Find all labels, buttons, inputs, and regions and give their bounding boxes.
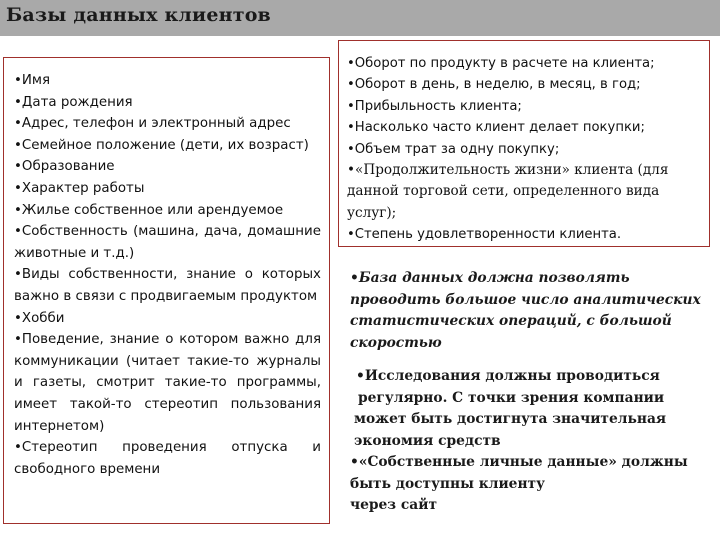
list-item: •Образование (14, 159, 115, 175)
list-item: •Адрес, телефон и электронный адрес (14, 116, 291, 132)
list-item: •Поведение, знание о котором важно для коммуникации (читает такие-то журналы и газеты, смотрит такие-то программы, имеет такой-то стереотип пользования интернетом) (14, 332, 321, 434)
list-item: •Собственность (машина, дача, домашние животные и т.д.) (14, 224, 321, 261)
list-item: •Семейное положение (дети, их возраст) (14, 137, 309, 153)
page-title: Базы данных клиентов (6, 4, 271, 26)
list-item: •Виды собственности, знание о которых важно в связи с продвигаемым продуктом (14, 267, 321, 304)
list-item: •Жилье собственное или арендуемое (14, 202, 284, 218)
note-line: может быть достигнута значительная (354, 411, 667, 427)
list-item: •Объем трат за одну покупку; (347, 141, 560, 157)
list-item: •Характер работы (14, 180, 145, 196)
note-line: регулярно. С точки зрения компании (358, 389, 665, 406)
list-item: •Насколько часто клиент делает покупки; (347, 120, 645, 136)
note-line: •Исследования должны проводиться (356, 368, 660, 384)
list-item: •Хобби (14, 310, 65, 326)
database-requirement-note: •База данных должна позволять проводить большое число аналитических статистических операций, с большой скоростью (350, 270, 701, 351)
list-item: •Стереотип проведения отпуска и свободного времени (14, 440, 321, 477)
research-note (350, 366, 710, 517)
list-item: •Оборот по продукту в расчете на клиента; (347, 56, 655, 71)
client-metrics-list (347, 53, 703, 246)
header-bar (0, 0, 720, 36)
list-item: •Оборот в день, в неделю, в месяц, в год; (347, 77, 641, 93)
note-line: через сайт (350, 497, 438, 513)
client-profile-box (3, 57, 330, 524)
list-item: •Прибыльность клиента; (347, 98, 522, 114)
note-line: экономия средств (354, 432, 501, 449)
list-item: •«Продолжительность жизни» клиента (для данной торговой сети, определенного вида услуг); (347, 162, 669, 221)
list-item: •Имя (14, 73, 51, 88)
client-profile-list (14, 70, 321, 480)
list-item: •Степень удовлетворенности клиента. (347, 227, 622, 243)
note-line: быть доступны клиенту (350, 475, 545, 492)
note-line: •«Собственные личные данные» должны (350, 454, 688, 470)
client-metrics-box (338, 40, 710, 247)
list-item: •Дата рождения (14, 94, 133, 110)
